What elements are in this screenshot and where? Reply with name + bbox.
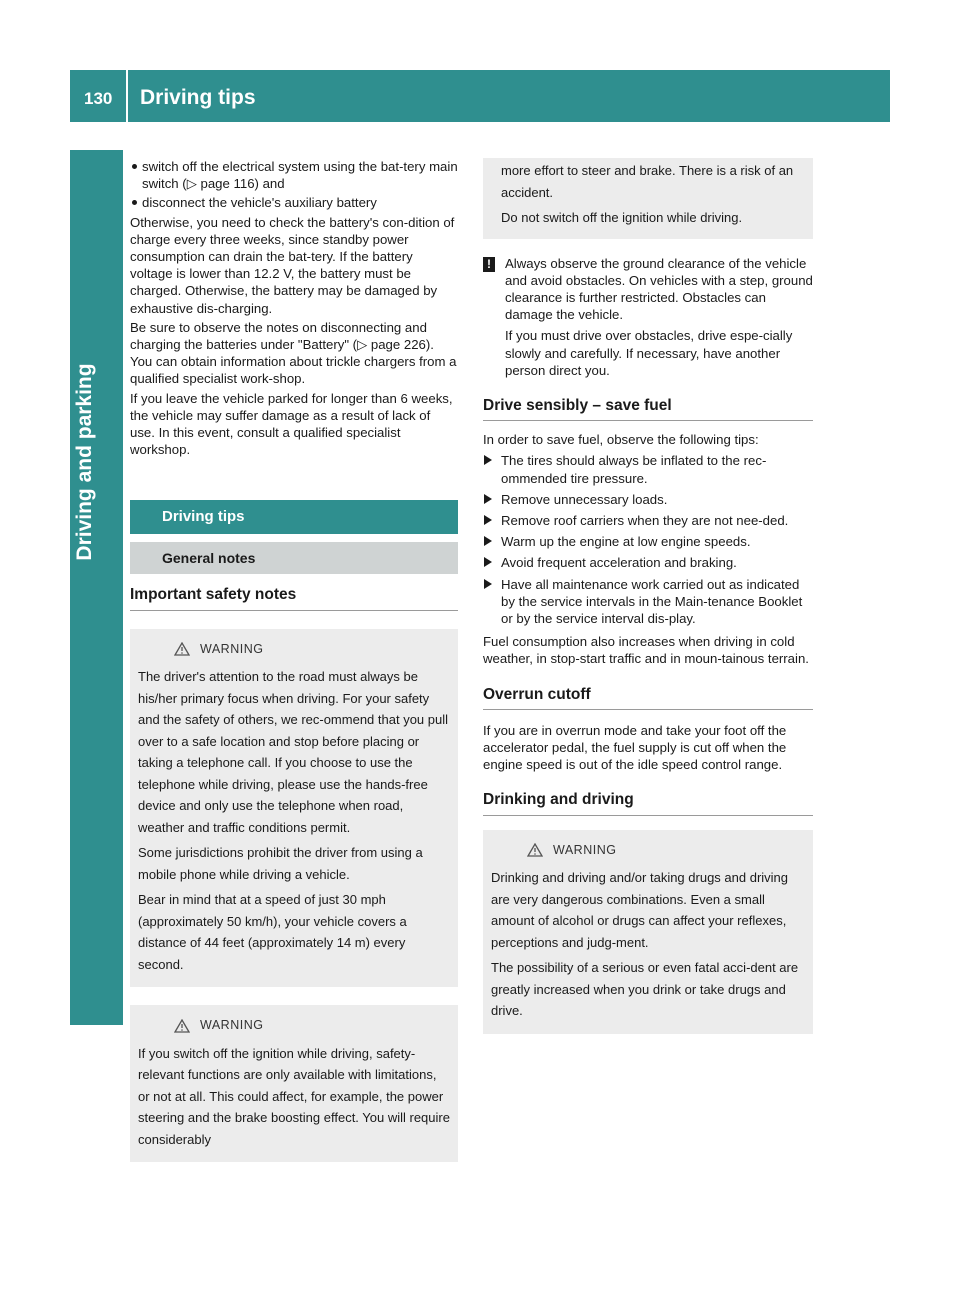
- arrow-right-icon: [484, 494, 492, 504]
- list-item-text: The tires should always be inflated to the rec-ommended tire pressure.: [501, 453, 767, 486]
- page-title: Driving tips: [140, 86, 256, 109]
- side-tab: [70, 150, 123, 1025]
- list-item: [483, 554, 813, 571]
- tips-list: [483, 452, 813, 627]
- warning-label: WARNING: [200, 641, 264, 656]
- list-item-text: Avoid frequent acceleration and braking.: [501, 555, 737, 571]
- arrow-right-icon: [484, 455, 492, 465]
- warning-header: [138, 1015, 450, 1037]
- list-item: disconnect the vehicle's auxiliary battery: [130, 194, 458, 211]
- warning-header: [138, 639, 450, 661]
- section-heading: Drinking and driving: [483, 791, 813, 815]
- paragraph: Be sure to observe the notes on disconnecting and charging the batteries under "Battery" (▷ page 226). You can obtain information about trickle chargers from a qualified specialist work-shop.: [130, 319, 457, 387]
- warning-text: Do not switch off the ignition while driving.: [501, 210, 743, 225]
- section-heading: Drive sensibly – save fuel: [483, 397, 813, 421]
- arrow-right-icon: [484, 536, 492, 546]
- paragraph: If you are in overrun mode and take your foot off the accelerator pedal, the fuel supply is cut off when the engine speed is out of the idle speed control range.: [483, 722, 787, 773]
- subsection-title: General notes: [130, 542, 458, 574]
- section-heading: Overrun cutoff: [483, 686, 813, 710]
- warning-label: WARNING: [553, 842, 617, 857]
- list-item: [483, 576, 813, 628]
- warning-box: [130, 1005, 458, 1162]
- paragraph: If you leave the vehicle parked for longer than 6 weeks, the vehicle may suffer damage as a result of lack of use. In this event, consult a qualified specialist workshop.: [130, 390, 453, 458]
- side-tab-label: Driving and parking: [73, 363, 96, 561]
- list-item-text: Warm up the engine at low engine speeds.: [501, 534, 751, 550]
- warning-text: Some jurisdictions prohibit the driver from using a mobile phone while driving a vehicle.: [138, 845, 423, 882]
- warning-text: more effort to steer and brake. There is a risk of an accident.: [501, 163, 794, 200]
- left-column: [130, 158, 458, 1162]
- warning-text: If you switch off the ignition while driving, safety-relevant functions are only available with limitations, or not at all. This could affect, for example, the power steering and the brake boosting effect. You will require considerably: [138, 1045, 450, 1147]
- section-heading: Important safety notes: [130, 586, 458, 610]
- warning-box-continued: [483, 158, 813, 239]
- notice-icon: !: [483, 257, 495, 272]
- arrow-right-icon: [484, 579, 492, 589]
- notice-block: [483, 255, 813, 379]
- list-item: switch off the electrical system using the bat-tery main switch (▷ page 116) and: [130, 158, 458, 192]
- warning-label: WARNING: [200, 1018, 264, 1033]
- header-divider: [126, 70, 128, 122]
- warning-triangle-icon: [527, 843, 543, 857]
- list-item-text: Remove unnecessary loads.: [501, 491, 668, 507]
- paragraph: In order to save fuel, observe the following tips:: [483, 432, 759, 448]
- page-number: 130: [84, 89, 113, 108]
- warning-text: Bear in mind that at a speed of just 30 mph (approximately 50 km/h), your vehicle covers a distance of 44 feet (approximately 14 m) every second.: [138, 892, 407, 972]
- paragraph: Otherwise, you need to check the battery's con-dition of charge every three weeks, since standby power consumption can drain the bat-tery. If the battery voltage is lower than 12.2 V, the battery must be charged. Otherwise, the battery may be damaged by exhaustive dis-charging.: [130, 214, 455, 316]
- warning-text: Drinking and driving and/or taking drugs and driving are very dangerous combinations. Even a small amount of alcohol or drugs can affect your reflexes, perceptions and judg-ment.: [491, 870, 789, 950]
- warning-text: The possibility of a serious or even fatal acci-dent are greatly increased when you drink or take drugs and drive.: [491, 960, 799, 1019]
- list-item: [483, 491, 813, 508]
- list-item-text: Remove roof carriers when they are not nee-ded.: [501, 512, 789, 528]
- notice-text: Always observe the ground clearance of the vehicle and avoid obstacles. On vehicles with a step, ground clearance is further restricted. Obstacles can damage the vehicle.: [505, 255, 813, 323]
- warning-triangle-icon: [174, 1019, 190, 1033]
- warning-box: [483, 830, 813, 1034]
- list-item-text: Have all maintenance work carried out as indicated by the service intervals in the Main-tenance Booklet or by the service interval dis-play.: [501, 576, 803, 626]
- arrow-right-icon: [484, 557, 492, 567]
- warning-text: The driver's attention to the road must always be his/her primary focus when driving. For your safety and the safety of others, we rec-ommend that you pull over to a safe location and stop before placing or taking a telephone call. If you choose to use the telephone while driving, please use the hands-free device and only use the telephone when road, weather and traffic conditions permit.: [138, 669, 449, 835]
- warning-triangle-icon: [174, 642, 190, 656]
- paragraph: Fuel consumption also increases when driving in cold weather, in stop-start traffic and in moun-tainous terrain.: [483, 634, 809, 667]
- section-title: Driving tips: [130, 500, 458, 534]
- warning-box: [130, 629, 458, 988]
- list-item: [483, 533, 813, 550]
- list-item: [483, 512, 813, 529]
- arrow-right-icon: [484, 515, 492, 525]
- warning-header: [491, 840, 805, 862]
- right-column: [483, 158, 813, 1034]
- list-item: [483, 452, 813, 486]
- notice-text: If you must drive over obstacles, drive espe-cially slowly and carefully. If necessary, have another person direct you.: [505, 328, 793, 378]
